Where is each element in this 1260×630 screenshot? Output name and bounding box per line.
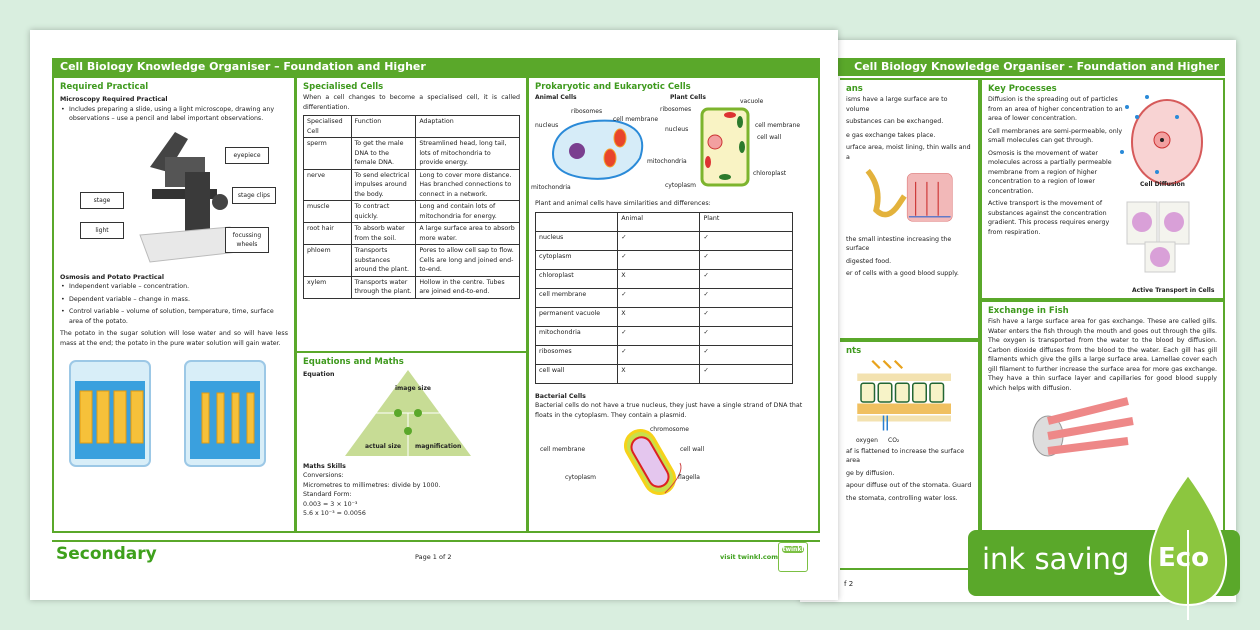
alveoli-villi-illustration — [846, 165, 974, 227]
label: magnification — [415, 442, 462, 450]
text: Fish have a large surface area for gas exchange. These are called gills. Water enters the fish through the mouth and goes out through the gills. The oxygen is transported from the water to the blood by diffusion. Carbon dioxide diffuses from the blood to the water. Each gill has gill filaments which give the gills a large surface area. Lamellae cover each gill filament to further increase the surface area for more gas exchange. They have a thin surface layer and capillaries for good blood supply which helps with diffusion. — [988, 318, 1217, 392]
cell: ribosomes — [536, 345, 618, 364]
cell: nucleus — [536, 231, 618, 250]
site-link[interactable]: visit twinkl.com — [720, 553, 779, 561]
cell: ✓ — [618, 345, 700, 364]
page-number: f 2 — [844, 580, 854, 588]
leaf-cross-section-illustration — [846, 357, 966, 432]
label: cell wall — [680, 446, 705, 453]
cell: ✓ — [700, 288, 793, 307]
badge-text: ink saving — [982, 542, 1130, 576]
text: Conversions: — [303, 472, 344, 479]
specialised-cells-table — [303, 115, 520, 299]
text: isms have a large surface are to volume — [846, 96, 948, 113]
cell: ✓ — [618, 326, 700, 345]
equations-section — [295, 351, 528, 533]
text: 5.6 x 10⁻³ = 0.0056 — [303, 510, 366, 517]
cell: Pores to allow cell sap to flow. Cells are long and joined end-to-end. — [416, 245, 520, 277]
cell-diagrams — [531, 93, 812, 193]
subheading: Osmosis and Potato Practical — [60, 273, 165, 281]
brand-logo: Secondary — [56, 544, 157, 564]
label-focussing-wheels: focussing wheels — [225, 227, 269, 253]
cell: ✓ — [700, 326, 793, 345]
cell: xylem — [304, 276, 352, 298]
cell: X — [618, 364, 700, 383]
label: chloroplast — [753, 170, 787, 177]
cell: permanent vacuole — [536, 307, 618, 326]
cell: ✓ — [618, 288, 700, 307]
table-row — [536, 326, 793, 345]
label-light: light — [80, 222, 124, 239]
footer-divider — [52, 540, 820, 542]
table-row — [304, 223, 520, 245]
cell: To contract quickly. — [351, 201, 416, 223]
logo-text: twinkl — [782, 546, 804, 553]
cell: phloem — [304, 245, 352, 277]
text: apour diffuse out of the stomata. Guard — [846, 482, 972, 489]
cells-section — [527, 76, 820, 533]
table-row — [304, 138, 520, 170]
text: Cell membranes are semi-permeable, only small molecules can get through. — [988, 127, 1123, 144]
table-row — [304, 276, 520, 298]
label: flagella — [678, 474, 700, 481]
table-row — [304, 201, 520, 223]
microscope-illustration — [130, 127, 240, 267]
cell: ✓ — [618, 250, 700, 269]
section-heading: ans — [846, 84, 863, 94]
organs-section — [840, 78, 980, 340]
subheading: Equation — [303, 371, 335, 378]
cell: cell membrane — [536, 288, 618, 307]
text: urface area, moist lining, thin walls and a — [846, 144, 971, 161]
subheading: Microscopy Required Practical — [60, 96, 168, 103]
cell: ✓ — [700, 345, 793, 364]
bullet: • Dependent variable – change in mass. — [60, 295, 288, 305]
cell: A large surface area to absorb more water. — [416, 223, 520, 245]
label: cytoplasm — [665, 182, 696, 189]
cell: mitochondria — [536, 326, 618, 345]
column-header: Specialised Cell — [304, 116, 352, 138]
column-header: Adaptation — [416, 116, 520, 138]
table-row — [304, 169, 520, 201]
text: Osmosis is the movement of water molecules across a partially permeable membrane from a region of higher concentration to a region of lower concentration. — [988, 149, 1112, 195]
cell: nerve — [304, 169, 352, 201]
text: e gas exchange takes place. — [846, 131, 936, 139]
label: cell membrane — [540, 446, 586, 453]
column-header: Function — [351, 116, 416, 138]
label: ribosomes — [660, 106, 692, 113]
cell: To absorb water from the soil. — [351, 223, 416, 245]
text: Active transport is the movement of substances against the concentration gradient. This process requires energy from respiration. — [988, 200, 1110, 236]
cell-comparison-table — [535, 212, 793, 384]
text: ge by diffusion. — [846, 469, 895, 477]
label-stage-clips: stage clips — [232, 187, 276, 204]
text: substances can be exchanged. — [846, 118, 944, 125]
section-heading: Specialised Cells — [303, 82, 384, 92]
label: CO₂ — [888, 436, 900, 444]
required-practical-section — [52, 76, 296, 533]
table-row — [536, 231, 793, 250]
text: the small intestine increasing the surface — [846, 235, 952, 252]
label: nucleus — [665, 126, 689, 133]
cell: ✓ — [700, 250, 793, 269]
column-header: Plant — [700, 212, 793, 231]
label-eyepiece: eyepiece — [225, 147, 269, 164]
text: Standard Form: — [303, 491, 352, 498]
column-header — [536, 212, 618, 231]
cell: Transports water through the plant. — [351, 276, 416, 298]
twinkl-logo — [778, 542, 808, 572]
subheading: Maths Skills — [303, 462, 346, 470]
specialised-cells-section — [295, 76, 528, 353]
section-heading: Key Processes — [988, 84, 1057, 94]
subheading: Bacterial Cells — [535, 392, 586, 400]
gill-illustration — [1028, 396, 1148, 476]
table-row — [536, 250, 793, 269]
table-row — [536, 307, 793, 326]
page-2-title: Cell Biology Knowledge Organiser - Foundation and Higher — [838, 58, 1225, 76]
cell: X — [618, 307, 700, 326]
text: 0.003 = 3 × 10⁻³ — [303, 500, 358, 508]
label: mitochondria — [647, 158, 687, 165]
plant-cell-illustration — [700, 107, 750, 187]
text: er of cells with a good blood supply. — [846, 270, 959, 277]
label: cell membrane — [755, 122, 801, 129]
bullet: • Includes preparing a slide, using a light microscope, drawing any observations – use a pencil and label important observations. — [60, 105, 288, 124]
section-heading: Required Practical — [60, 82, 149, 92]
label: image size — [395, 384, 431, 392]
eco-label: Eco — [1158, 543, 1210, 573]
caption: Active Transport in Cells — [1132, 287, 1215, 294]
cell: cell wall — [536, 364, 618, 383]
page-1-title: Cell Biology Knowledge Organiser – Foundation and Higher — [52, 58, 820, 76]
text: af is flattened to increase the surface area — [846, 447, 965, 464]
label: actual size — [365, 442, 402, 450]
potato-beakers-illustration — [60, 351, 290, 471]
text: Plant and animal cells have similarities and differences: — [535, 200, 711, 207]
cell: X — [618, 269, 700, 288]
key-processes-section — [980, 78, 1225, 300]
cell: Hollow in the centre. Tubes are joined end-to-end. — [416, 276, 520, 298]
cell: ✓ — [700, 307, 793, 326]
section-heading: nts — [846, 346, 862, 356]
cell: Long and contain lots of mitochondria for energy. — [416, 201, 520, 223]
microscope-diagram — [60, 127, 288, 267]
label: cell membrane — [613, 116, 659, 123]
label: ribosomes — [571, 108, 603, 115]
cell: ✓ — [700, 269, 793, 288]
cell: cytoplasm — [536, 250, 618, 269]
page-1 — [30, 30, 838, 600]
label: Animal Cells — [535, 94, 577, 101]
cell: Transports substances around the plant. — [351, 245, 416, 277]
section-heading: Prokaryotic and Eukaryotic Cells — [535, 82, 691, 92]
section-heading: Equations and Maths — [303, 357, 404, 367]
bullet: • Independent variable – concentration. — [60, 282, 288, 292]
text: The potato in the sugar solution will lose water and so will have less mass at the end; the potato in the pure water solution will gain water. — [60, 330, 288, 347]
bacterium-illustration — [610, 423, 690, 501]
table-row — [536, 364, 793, 383]
table-row — [536, 345, 793, 364]
cell: root hair — [304, 223, 352, 245]
label: vacuole — [740, 98, 764, 105]
cell: muscle — [304, 201, 352, 223]
label: Plant Cells — [670, 94, 706, 101]
text: Micrometres to millimetres: divide by 1000. — [303, 481, 441, 489]
table-row — [536, 288, 793, 307]
label: nucleus — [535, 122, 559, 129]
label-stage: stage — [80, 192, 124, 209]
label: mitochondria — [531, 184, 571, 191]
label: cell wall — [757, 134, 782, 141]
cell: ✓ — [700, 231, 793, 250]
bullet: • Control variable – volume of solution, temperature, time, surface area of the potato. — [60, 307, 288, 326]
plants-section — [840, 340, 980, 570]
cell: chloroplast — [536, 269, 618, 288]
text: digested food. — [846, 257, 892, 265]
caption: Cell Diffusion — [1140, 181, 1185, 188]
page-number: Page 1 of 2 — [415, 553, 452, 561]
label: cytoplasm — [565, 474, 596, 481]
text: the stomata, controlling water loss. — [846, 494, 958, 502]
text: Diffusion is the spreading out of particles from an area of higher concentration to an area of lower concentration. — [988, 96, 1123, 122]
cell: sperm — [304, 138, 352, 170]
cell: ✓ — [618, 231, 700, 250]
bacterial-cell-diagram — [535, 423, 812, 503]
column-header: Animal — [618, 212, 700, 231]
cell: Streamlined head, long tail, lots of mitochondria to provide energy. — [416, 138, 520, 170]
table-row — [304, 245, 520, 277]
cell: To send electrical impulses around the body. — [351, 169, 416, 201]
cell: To get the male DNA to the female DNA. — [351, 138, 416, 170]
equation-triangle — [303, 380, 520, 460]
text: When a cell changes to become a specialised cell, it is called differentiation. — [303, 94, 520, 111]
cell: ✓ — [700, 364, 793, 383]
section-heading: Exchange in Fish — [988, 306, 1069, 316]
cell: Long to cover more distance. Has branched connections to connect in a network. — [416, 169, 520, 201]
text: Bacterial cells do not have a true nucleus, they just have a single strand of DNA that floats in the cytoplasm. They contain a plasmid. — [535, 402, 803, 419]
table-row — [536, 269, 793, 288]
label: oxygen — [856, 436, 878, 444]
label: chromosome — [650, 426, 689, 433]
